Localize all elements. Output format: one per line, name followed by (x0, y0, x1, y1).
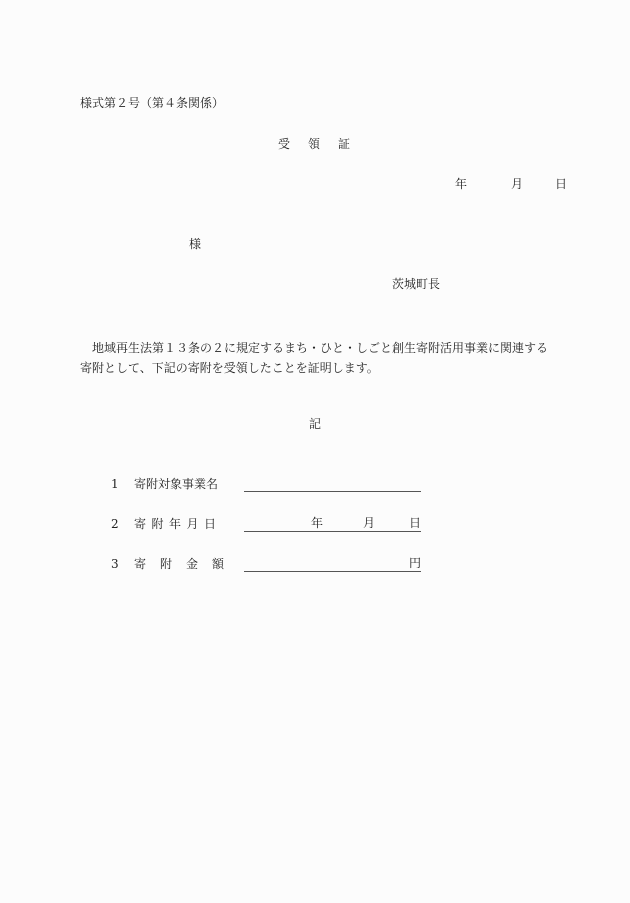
year-unit: 年 (311, 516, 324, 530)
document-title (278, 138, 350, 150)
yen-unit: 円 (408, 556, 421, 570)
addressee-suffix: 様 (189, 237, 202, 251)
month-unit: 月 (363, 516, 376, 530)
item-number: 2 (111, 517, 119, 531)
title-char: 領 (308, 137, 321, 151)
ki-heading: 記 (309, 417, 322, 431)
statement-text: 地域再生法第１３条の２に規定するまち・ひと・しごと創生寄附活用事業に関連する寄附として、下記の寄附を受領したことを証明します。 (80, 341, 549, 375)
item-donation-date (111, 518, 222, 530)
project-name-field[interactable] (244, 476, 421, 492)
item-number: 1 (111, 477, 119, 491)
item-label: 寄附対象事業名 (134, 477, 219, 491)
month-label: 月 (511, 177, 524, 191)
issue-date (455, 178, 567, 190)
item-donation-amount (111, 558, 238, 570)
form-number: 様式第２号（第４条関係） (80, 96, 225, 110)
item-project-name (111, 478, 218, 490)
day-label: 日 (555, 177, 568, 191)
day-unit: 日 (408, 516, 421, 530)
year-label: 年 (455, 177, 468, 191)
title-char: 証 (338, 137, 351, 151)
donation-date-field[interactable] (244, 516, 421, 532)
issuer-name: 茨城町長 (392, 277, 441, 291)
title-char: 受 (278, 137, 291, 151)
certification-statement (80, 338, 555, 378)
item-label: 寄附年月日 (134, 517, 222, 531)
item-number: 3 (111, 557, 119, 571)
item-label: 寄附金額 (134, 557, 239, 571)
donation-amount-field[interactable] (244, 556, 421, 572)
